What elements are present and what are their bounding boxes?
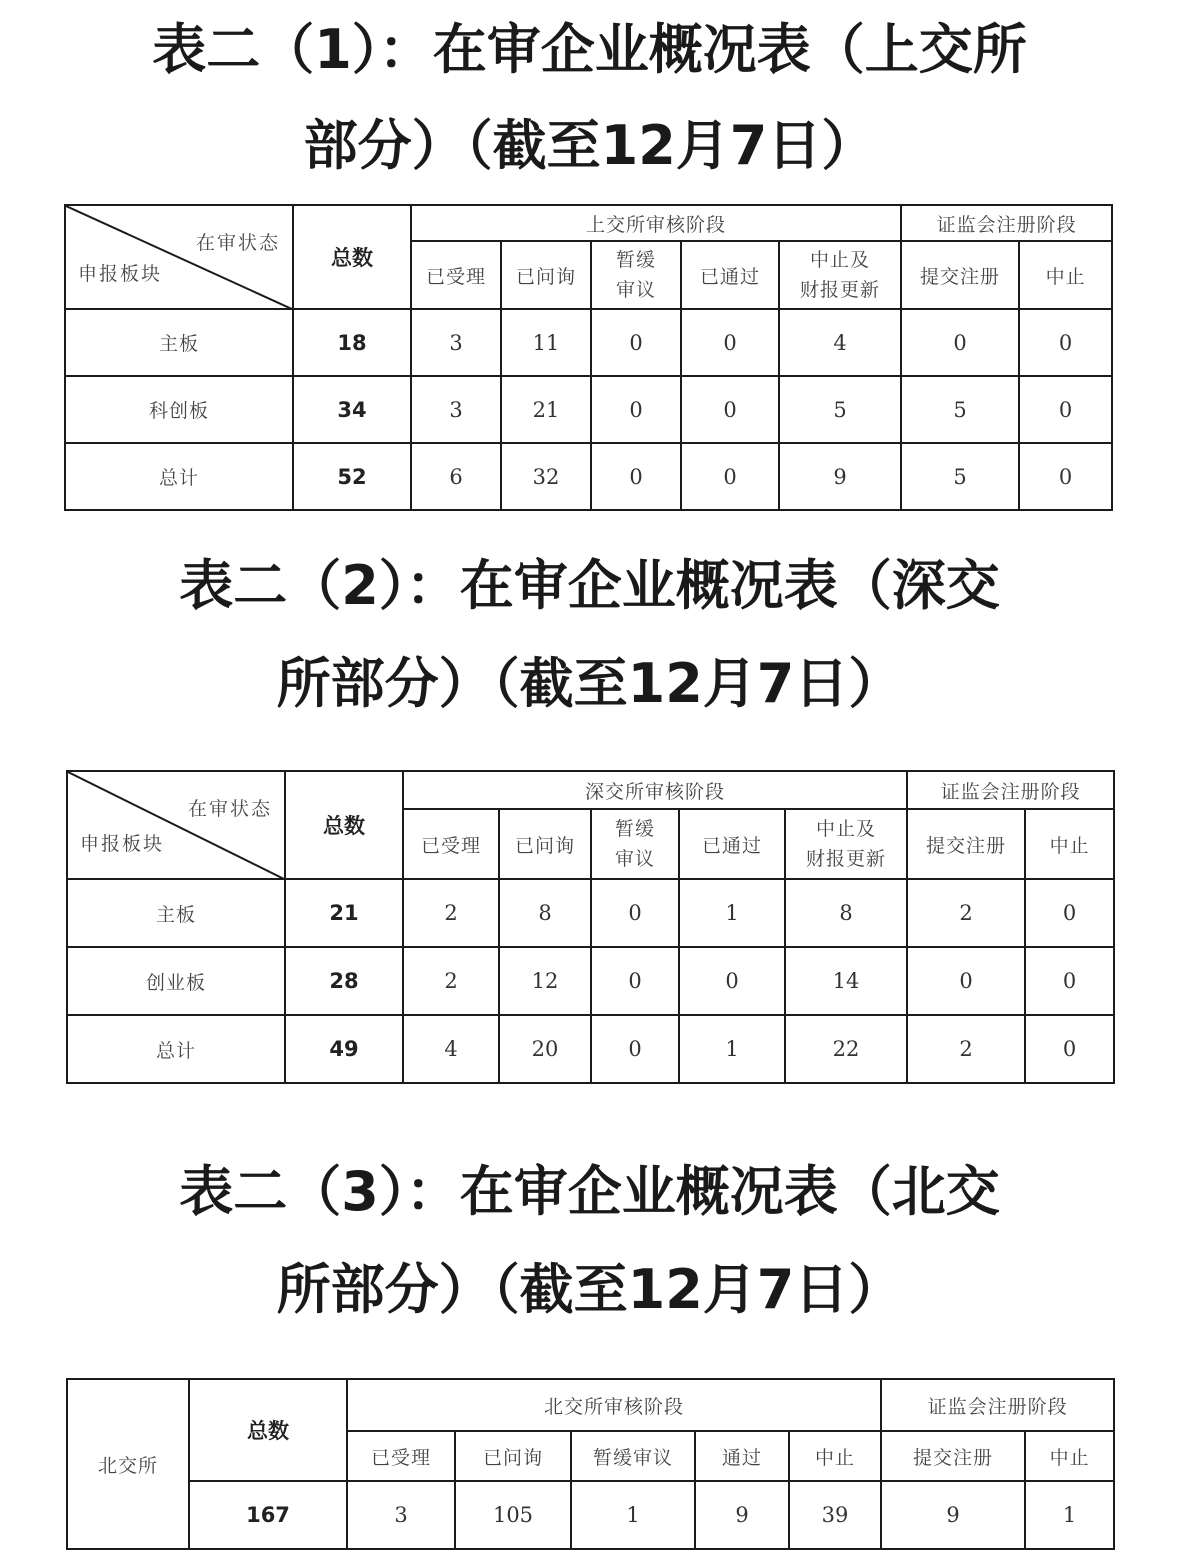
row-total: 21 [285, 879, 403, 947]
total-header: 总数 [189, 1379, 347, 1481]
cell: 2 [403, 947, 499, 1015]
row-total: 18 [293, 309, 411, 376]
row-total: 34 [293, 376, 411, 443]
table-row [65, 309, 1112, 376]
row-total: 49 [285, 1015, 403, 1083]
cell: 4 [779, 309, 901, 376]
cell: 0 [591, 376, 681, 443]
table3-title-line2: 所部分）（截至12月7日） [276, 1258, 903, 1321]
cell: 5 [901, 443, 1019, 510]
row-label: 总计 [67, 1015, 285, 1083]
row-total: 52 [293, 443, 411, 510]
cell: 0 [591, 879, 679, 947]
col-deferred: 暂缓审议 [571, 1431, 695, 1481]
table1-title-line2: 部分）（截至12月7日） [303, 114, 876, 177]
row-label: 科创板 [65, 376, 293, 443]
col-suspended-financial: 中止及 财报更新 [785, 809, 907, 879]
cell: 0 [681, 443, 779, 510]
col-suspended: 中止 [789, 1431, 881, 1481]
col-csrc-suspended: 中止 [1025, 1431, 1114, 1481]
cell: 6 [411, 443, 501, 510]
table-row [67, 1481, 1114, 1549]
col-deferred: 暂缓 审议 [591, 809, 679, 879]
col-submitted-registration: 提交注册 [881, 1431, 1025, 1481]
row-label: 主板 [67, 879, 285, 947]
cell: 14 [785, 947, 907, 1015]
table3 [66, 1378, 1115, 1550]
col-suspended: 中止 [1025, 809, 1114, 879]
table-row [67, 879, 1114, 947]
board-header: 申报板块 [78, 263, 163, 285]
status-header: 在审状态 [187, 798, 272, 820]
cell: 0 [679, 947, 785, 1015]
table-row [65, 376, 1112, 443]
cell: 0 [901, 309, 1019, 376]
col-inquired: 已问询 [455, 1431, 571, 1481]
cell: 11 [501, 309, 591, 376]
cell: 8 [499, 879, 591, 947]
cell: 0 [1025, 879, 1114, 947]
row-label: 总计 [65, 443, 293, 510]
csrc-stage-header: 证监会注册阶段 [881, 1379, 1114, 1431]
table3-title-line1: 表二（3）：在审企业概况表（北交 [179, 1160, 1000, 1223]
table-row [67, 947, 1114, 1015]
cell: 105 [455, 1481, 571, 1549]
col-approved: 已通过 [679, 809, 785, 879]
cell: 8 [785, 879, 907, 947]
cell: 9 [779, 443, 901, 510]
total-header: 总数 [285, 771, 403, 879]
table-row [65, 443, 1112, 510]
row-label: 主板 [65, 309, 293, 376]
diagonal-line [68, 772, 286, 880]
csrc-stage-header: 证监会注册阶段 [901, 205, 1112, 241]
csrc-stage-header: 证监会注册阶段 [907, 771, 1114, 809]
row-label: 创业板 [67, 947, 285, 1015]
cell: 0 [591, 443, 681, 510]
col-inquired: 已问询 [499, 809, 591, 879]
total-header: 总数 [293, 205, 411, 309]
bse-row-label: 北交所 [67, 1379, 189, 1549]
cell: 2 [907, 1015, 1025, 1083]
diagonal-line [66, 206, 294, 310]
col-suspended: 中止 [1019, 241, 1112, 309]
cell: 20 [499, 1015, 591, 1083]
col-accepted: 已受理 [403, 809, 499, 879]
table2-diagonal-header [67, 771, 285, 879]
cell: 0 [907, 947, 1025, 1015]
board-header: 申报板块 [80, 833, 165, 855]
cell: 1 [571, 1481, 695, 1549]
cell: 0 [591, 947, 679, 1015]
cell: 39 [789, 1481, 881, 1549]
col-deferred: 暂缓 审议 [591, 241, 681, 309]
cell: 9 [881, 1481, 1025, 1549]
col-submitted-registration: 提交注册 [907, 809, 1025, 879]
cell: 2 [907, 879, 1025, 947]
row-total: 167 [189, 1481, 347, 1549]
exchange-stage-header: 深交所审核阶段 [403, 771, 907, 809]
col-inquired: 已问询 [501, 241, 591, 309]
cell: 0 [1019, 376, 1112, 443]
cell: 3 [411, 309, 501, 376]
table1 [64, 204, 1113, 511]
table2-title-line2: 所部分）（截至12月7日） [276, 652, 903, 715]
cell: 1 [679, 879, 785, 947]
cell: 0 [681, 309, 779, 376]
cell: 22 [785, 1015, 907, 1083]
table1-title-line1: 表二（1）：在审企业概况表（上交所 [152, 18, 1027, 81]
table-row [67, 1015, 1114, 1083]
cell: 3 [347, 1481, 455, 1549]
table1-diagonal-header [65, 205, 293, 309]
cell: 0 [591, 1015, 679, 1083]
cell: 0 [681, 376, 779, 443]
col-approved: 通过 [695, 1431, 789, 1481]
cell: 0 [591, 309, 681, 376]
status-header: 在审状态 [195, 232, 280, 254]
cell: 4 [403, 1015, 499, 1083]
cell: 5 [901, 376, 1019, 443]
exchange-stage-header: 上交所审核阶段 [411, 205, 901, 241]
col-accepted: 已受理 [347, 1431, 455, 1481]
cell: 0 [1019, 443, 1112, 510]
col-submitted-registration: 提交注册 [901, 241, 1019, 309]
cell: 2 [403, 879, 499, 947]
cell: 21 [501, 376, 591, 443]
table2 [66, 770, 1115, 1084]
col-approved: 已通过 [681, 241, 779, 309]
col-suspended-financial: 中止及 财报更新 [779, 241, 901, 309]
table2-title-line1: 表二（2）：在审企业概况表（深交 [179, 554, 1000, 617]
cell: 9 [695, 1481, 789, 1549]
cell: 12 [499, 947, 591, 1015]
cell: 1 [1025, 1481, 1114, 1549]
cell: 1 [679, 1015, 785, 1083]
cell: 0 [1025, 1015, 1114, 1083]
col-accepted: 已受理 [411, 241, 501, 309]
cell: 0 [1019, 309, 1112, 376]
cell: 3 [411, 376, 501, 443]
exchange-stage-header: 北交所审核阶段 [347, 1379, 881, 1431]
cell: 5 [779, 376, 901, 443]
row-total: 28 [285, 947, 403, 1015]
cell: 32 [501, 443, 591, 510]
cell: 0 [1025, 947, 1114, 1015]
